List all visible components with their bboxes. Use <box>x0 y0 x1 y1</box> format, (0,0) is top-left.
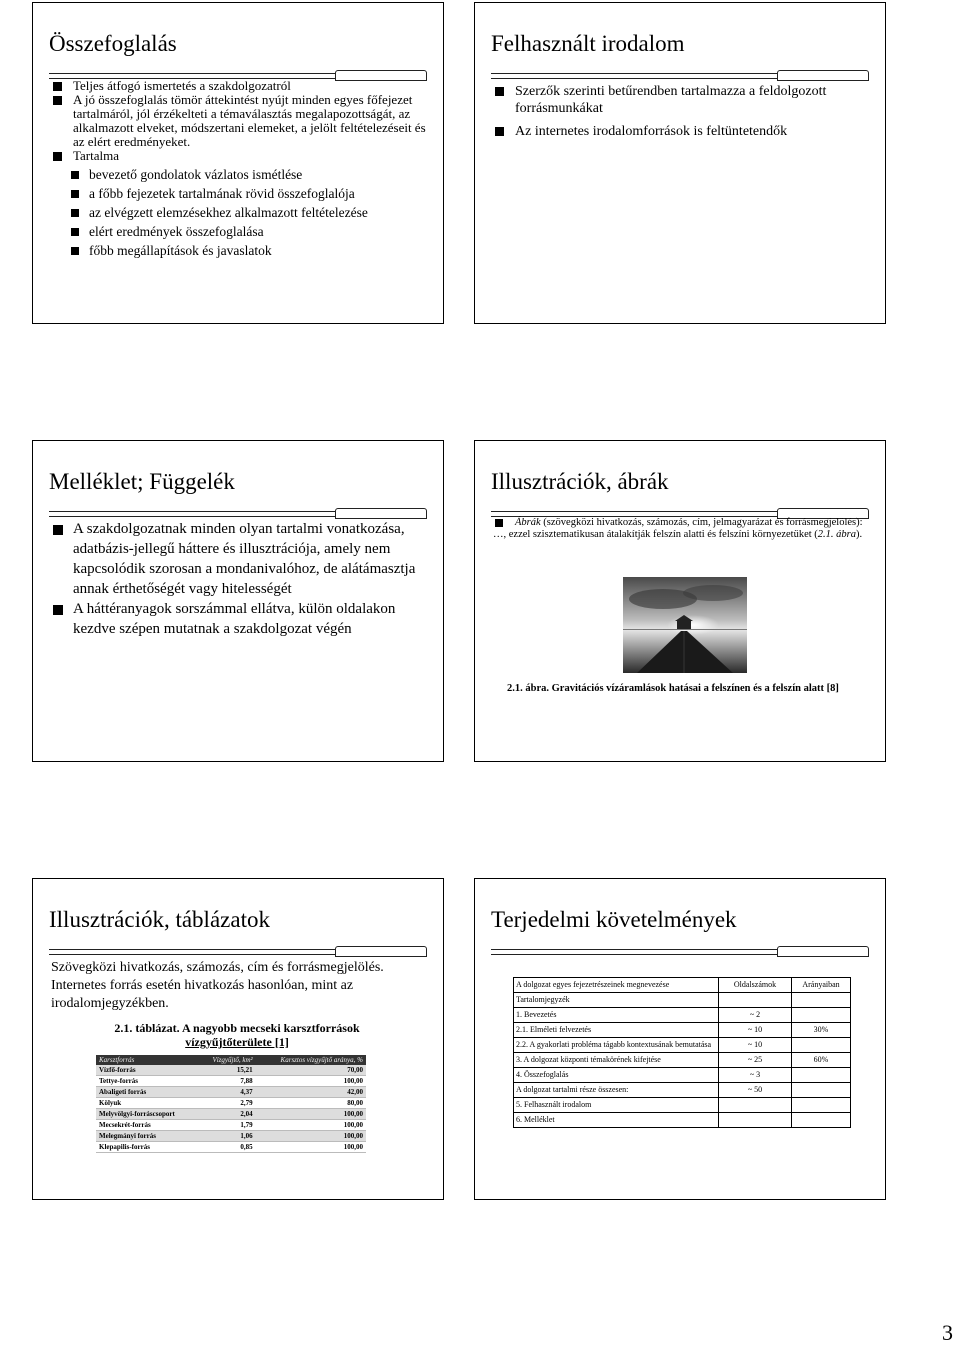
table-cell: Melyvölgyi-forráscsoport <box>96 1109 198 1120</box>
table-cell: 4. Összefoglalás <box>514 1068 719 1083</box>
table-cell: Abaligeti forrás <box>96 1087 198 1098</box>
example-text: …, ezzel szisztematikusan átalakítják felszín alatti és felszíni környezetüket ( <box>493 529 818 540</box>
title-rule <box>491 949 869 955</box>
table-cell: 30% <box>792 1023 851 1038</box>
table-row <box>514 1053 851 1068</box>
title-rule <box>49 949 427 955</box>
table-cell: Vízfő-forrás <box>96 1065 198 1076</box>
table-cell: 5. Felhasznált irodalom <box>514 1098 719 1113</box>
table-cell <box>792 1083 851 1098</box>
table-cell <box>792 1068 851 1083</box>
table-cell: 7,88 <box>198 1076 256 1087</box>
length-requirements-table <box>513 977 851 1128</box>
table-cell: 0,85 <box>198 1142 256 1153</box>
slide-content <box>51 519 429 639</box>
slide-content <box>493 83 871 146</box>
sub-bullet-item: elért eredmények összefoglalása <box>51 225 429 239</box>
table-row <box>96 1120 366 1131</box>
slide-illusztraciok-abrak <box>474 440 886 762</box>
slide-felhasznalt-irodalom <box>474 2 886 324</box>
table-cell: 42,00 <box>256 1087 366 1098</box>
slide-terjedelmi-kovetelmenyek <box>474 878 886 1200</box>
figure-term: Ábrák <box>515 517 541 528</box>
table-cell: A dolgozat tartalmi része összesen: <box>514 1083 719 1098</box>
bullet-item: Az internetes irodalomforrások is feltüntetendők <box>493 123 871 140</box>
table-header: Oldalszámok <box>719 978 792 993</box>
table-caption-line2: vízgyűjtőterülete [1] <box>185 1035 289 1049</box>
table-cell: 70,00 <box>256 1065 366 1076</box>
table-row <box>514 1083 851 1098</box>
table-caption-line1: 2.1. táblázat. A nagyobb mecseki karsztforrások <box>114 1021 360 1035</box>
sub-bullet-item: az elvégzett elemzésekhez alkalmazott feltételezése <box>51 206 429 220</box>
table-cell: ~ 10 <box>719 1038 792 1053</box>
bullet-item <box>493 517 871 529</box>
sub-bullet-item: bevezető gondolatok vázlatos ismétlése <box>51 168 429 182</box>
table-cell: 1. Bevezetés <box>514 1008 719 1023</box>
table-cell: ~ 3 <box>719 1068 792 1083</box>
table-row <box>514 1098 851 1113</box>
table-row <box>96 1087 366 1098</box>
table-cell: 100,00 <box>256 1142 366 1153</box>
slide-content <box>493 517 871 541</box>
bullet-item: A szakdolgozatnak minden olyan tartalmi vonatkozása, adatbázis-jellegű háttere és illusztrációja, amely nem kapcsolódik szorosan a mondanivalóhoz, de alátámasztja annak érthetőségét vagy hitelességét <box>51 519 429 599</box>
table-cell <box>792 1008 851 1023</box>
table-cell: Mecsekrét-forrás <box>96 1120 198 1131</box>
table-row <box>96 1076 366 1087</box>
slide-title: Felhasznált irodalom <box>491 31 685 56</box>
table-cell: 6. Melléklet <box>514 1113 719 1128</box>
table-cell: ~ 2 <box>719 1008 792 1023</box>
table-cell: ~ 50 <box>719 1083 792 1098</box>
slide-text: Szövegközi hivatkozás, számozás, cím és forrásmegjelölés. Internetes forrás esetén hivatkozás hasonlóan, mint az irodalomjegyzékben. <box>51 960 384 1011</box>
karst-springs-table <box>96 1055 366 1153</box>
table-cell: 1,06 <box>198 1131 256 1142</box>
slide-title: Terjedelmi követelmények <box>491 907 737 932</box>
table-header: A dolgozat egyes fejezetrészeinek megnevezése <box>514 978 719 993</box>
table-cell: 60% <box>792 1053 851 1068</box>
bullet-item: A jó összefoglalás tömör áttekintést nyújt minden egyes főfejezet tartalmáról, jól érzékelteti a témaválasztás megalapozottságát, az alkalmazott elveket, módszertani elemeket, a jelölt feltételezéseit és az elért eredményeket. <box>51 93 429 149</box>
table-cell: 3. A dolgozat központi témakörének kifejtése <box>514 1053 719 1068</box>
slide-content <box>51 79 429 258</box>
table-row <box>96 1098 366 1109</box>
bullet-item: Teljes átfogó ismertetés a szakdolgozatról <box>51 79 429 93</box>
table-row <box>96 1109 366 1120</box>
table-row <box>514 1023 851 1038</box>
slide-illusztraciok-tablazatok <box>32 878 444 1200</box>
table-cell: Melegmányi forrás <box>96 1131 198 1142</box>
table-row <box>514 1113 851 1128</box>
example-line <box>493 529 871 541</box>
table-cell: 100,00 <box>256 1109 366 1120</box>
page-number: 3 <box>942 1320 953 1345</box>
table-row <box>514 993 851 1008</box>
figure-desc: (szövegközi hivatkozás, számozás, cím, jelmagyarázat és forrásmegjelölés): <box>540 517 863 528</box>
table-cell: ~ 10 <box>719 1023 792 1038</box>
table-row <box>96 1131 366 1142</box>
pier-sunset-photo <box>623 577 747 673</box>
table-cell: Tettye-forrás <box>96 1076 198 1087</box>
table-header: Karsztos vízgyűjtő aránya, % <box>256 1055 366 1065</box>
sub-bullet-item: a főbb fejezetek tartalmának rövid összefoglalója <box>51 187 429 201</box>
title-rule <box>49 511 427 517</box>
example-end: ). <box>856 529 863 540</box>
table-row <box>514 1038 851 1053</box>
table-caption <box>77 1021 397 1049</box>
table-cell <box>719 1098 792 1113</box>
table-cell <box>792 1098 851 1113</box>
bullet-item: Szerzők szerinti betűrendben tartalmazza a feldolgozott forrásmunkákat <box>493 83 871 117</box>
table-header: Karsztforrás <box>96 1055 198 1065</box>
table-row <box>96 1065 366 1076</box>
table-cell: 100,00 <box>256 1131 366 1142</box>
table-cell <box>792 993 851 1008</box>
slide-title: Melléklet; Függelék <box>49 469 235 494</box>
table-cell: 1,79 <box>198 1120 256 1131</box>
table-row <box>96 1142 366 1153</box>
table-cell <box>719 993 792 1008</box>
table-cell: 2,04 <box>198 1109 256 1120</box>
table-cell: 2.2. A gyakorlati probléma tágabb kontextusának bemutatása <box>514 1038 719 1053</box>
table-cell: ~ 25 <box>719 1053 792 1068</box>
slide-title: Illusztrációk, ábrák <box>491 469 669 494</box>
bullet-item: A háttéranyagok sorszámmal ellátva, külön oldalakon kezdve szépen mutatnak a szakdolgozat végén <box>51 599 429 639</box>
slide-title: Illusztrációk, táblázatok <box>49 907 270 932</box>
table-row <box>514 1008 851 1023</box>
table-cell <box>792 1113 851 1128</box>
table-cell: 80,00 <box>256 1098 366 1109</box>
slide-melleklet <box>32 440 444 762</box>
table-cell <box>719 1113 792 1128</box>
table-cell: 2.1. Elméleti felvezetés <box>514 1023 719 1038</box>
table-cell: 100,00 <box>256 1076 366 1087</box>
table-header: Arányaiban <box>792 978 851 993</box>
table-cell: 100,00 <box>256 1120 366 1131</box>
bullet-item: Tartalma <box>51 149 429 163</box>
table-cell: 4,37 <box>198 1087 256 1098</box>
table-cell: 15,21 <box>198 1065 256 1076</box>
slide-title: Összefoglalás <box>49 31 177 56</box>
table-header-row <box>514 978 851 993</box>
sub-bullet-item: főbb megállapítások és javaslatok <box>51 244 429 258</box>
slide-osszefoglalas <box>32 2 444 324</box>
table-cell: Klepapilis-forrás <box>96 1142 198 1153</box>
table-cell: 2,79 <box>198 1098 256 1109</box>
table-cell: Kölyuk <box>96 1098 198 1109</box>
table-cell: Tartalomjegyzék <box>514 993 719 1008</box>
figure-ref: 2.1. ábra <box>817 529 857 540</box>
table-cell <box>792 1038 851 1053</box>
table-header: Vízgyűjtő, km² <box>198 1055 256 1065</box>
title-rule <box>491 73 869 79</box>
table-row <box>514 1068 851 1083</box>
figure-caption: 2.1. ábra. Gravitációs vízáramlások hatásai a felszínen és a felszín alatt [8] <box>507 683 839 694</box>
